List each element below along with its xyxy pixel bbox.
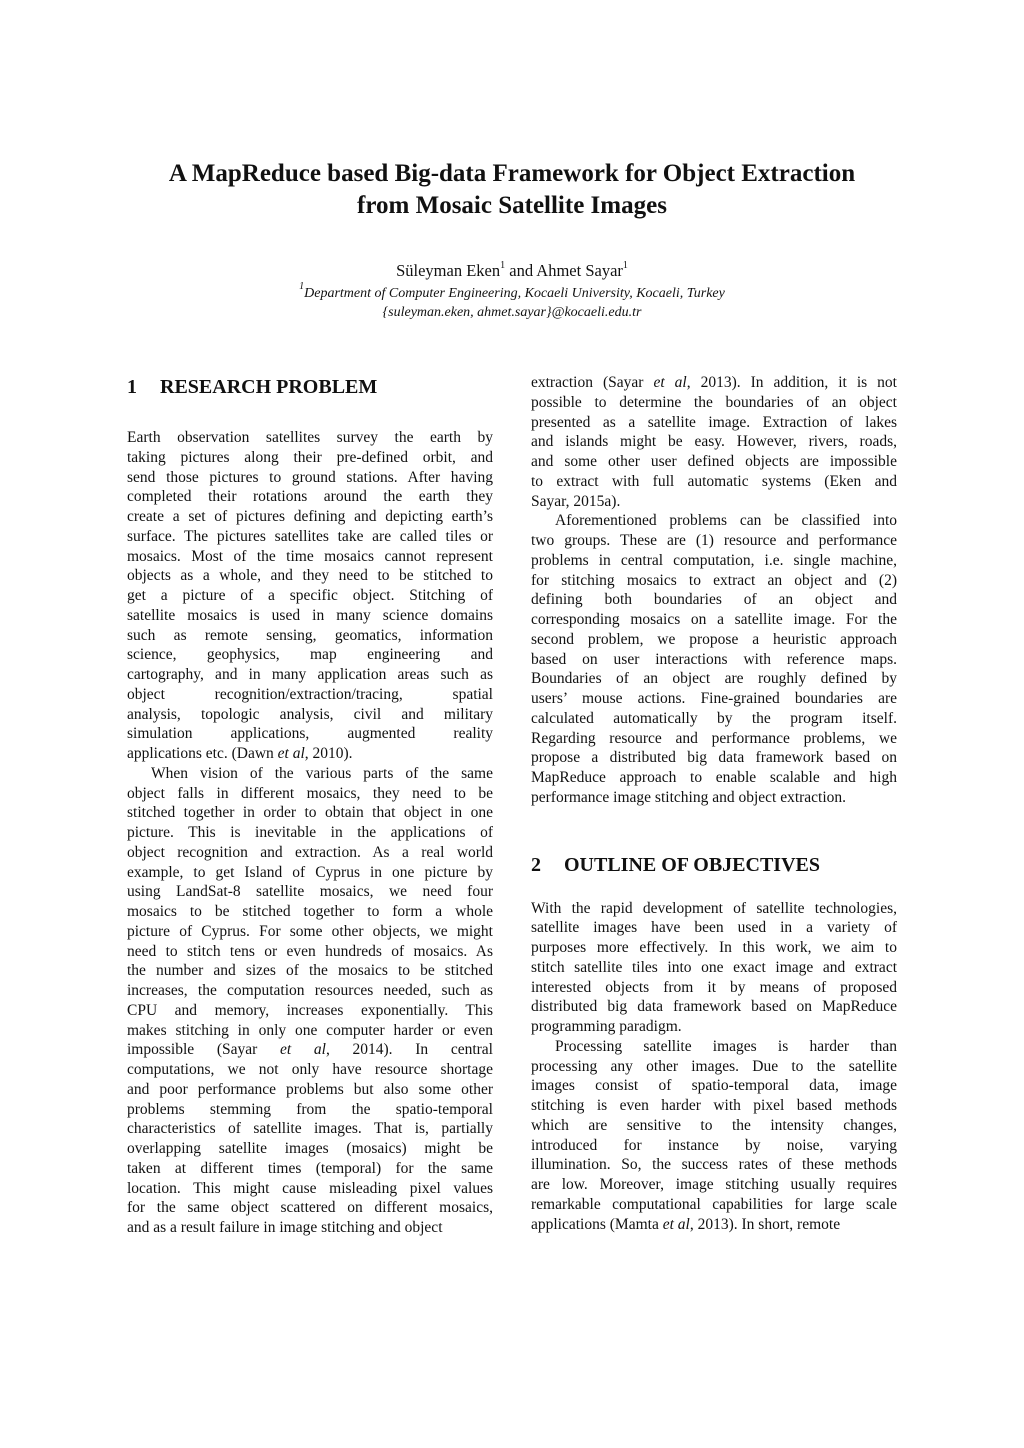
text-line: purposes more effectively. In this work, we aim to bbox=[531, 939, 897, 956]
text-line: extraction (Sayar et al, 2013). In addition, it is not bbox=[531, 374, 897, 391]
text-line: corresponding mosaics on a satellite image. For the bbox=[531, 611, 897, 628]
text-line: analysis, topologic analysis, civil and military bbox=[127, 705, 493, 723]
text-line: and some other user defined objects are impossible bbox=[531, 453, 897, 470]
text-line: interested objects from it by means of proposed bbox=[531, 978, 897, 996]
text-line: applications etc. (Dawn et al, 2010). bbox=[127, 745, 353, 762]
text-line: taking pictures along their pre-defined orbit, and bbox=[127, 448, 493, 466]
text-line: computations, we not only have resource shortage bbox=[127, 1061, 493, 1078]
section-1-title: RESEARCH PROBLEM bbox=[160, 376, 378, 398]
affiliation-mark: 1 bbox=[299, 281, 305, 293]
text-line: and islands might be easy. However, rivers, roads, bbox=[531, 433, 897, 451]
text-line: create a set of pictures defining and depicting earth’s bbox=[127, 508, 493, 525]
text-line: images consist of spatio-temporal data, image bbox=[531, 1077, 897, 1095]
text-line: presented as a satellite image. Extraction of lakes bbox=[531, 413, 897, 431]
author-list bbox=[100, 260, 924, 282]
text-line: mosaics. Most of the time mosaics cannot represent bbox=[127, 547, 493, 565]
section-1-body bbox=[127, 428, 493, 1238]
text-line: Earth observation satellites survey the earth by bbox=[127, 429, 493, 446]
text-line: and poor performance problems but also some other bbox=[127, 1080, 493, 1098]
text-line: completed their rotations around the earth they bbox=[127, 488, 493, 506]
section-2-title: OUTLINE OF OBJECTIVES bbox=[564, 853, 820, 876]
text-line: satellite mosaics is used in many science domains bbox=[127, 606, 493, 624]
author-emails: {suleyman.eken, ahmet.sayar}@kocaeli.edu.tr bbox=[382, 305, 642, 320]
text-line: Sayar, 2015a). bbox=[531, 492, 621, 510]
author-1-affil-mark: 1 bbox=[500, 259, 506, 271]
title-line-2: from Mosaic Satellite Images bbox=[357, 192, 667, 219]
text-line: CPU and memory, increases exponentially. This bbox=[127, 1001, 493, 1019]
text-line: performance image stitching and object extraction. bbox=[531, 788, 847, 806]
text-line: using LandSat-8 satellite mosaics, we need four bbox=[127, 883, 493, 901]
text-line: send those pictures to ground stations. After having bbox=[127, 468, 493, 486]
text-line: illumination. So, the success rates of these methods bbox=[531, 1156, 897, 1174]
text-line: based on user interactions with reference maps. bbox=[531, 650, 897, 668]
text-line: impossible (Sayar et al, 2014). In central bbox=[127, 1041, 493, 1059]
text-line: stitch satellite tiles into one exact image and extract bbox=[531, 958, 897, 976]
text-line: need to stitch tens or even hundreds of mosaics. As bbox=[127, 942, 493, 960]
text-line: programming paradigm. bbox=[531, 1018, 682, 1035]
text-line: example, to get Island of Cyprus in one picture by bbox=[127, 863, 493, 881]
text-line: cartography, and in many application areas such as bbox=[127, 666, 493, 683]
text-line: defining both boundaries of an object and bbox=[531, 591, 897, 609]
text-line: surface. The pictures satellites take are called tiles or bbox=[127, 527, 493, 545]
title-line-1: A MapReduce based Big-data Framework for Object Extraction bbox=[168, 160, 856, 187]
text-line: object recognition/extraction/tracing, spatial bbox=[127, 685, 493, 703]
text-line: such as remote sensing, geomatics, information bbox=[127, 626, 493, 644]
text-line: overlapping satellite images (mosaics) might be bbox=[127, 1140, 493, 1157]
text-line: propose a distributed big data framework based on bbox=[531, 749, 897, 767]
text-line: simulation applications, augmented reality bbox=[127, 725, 493, 743]
text-line: processing any other images. Due to the satellite bbox=[531, 1057, 897, 1075]
text-line: Boundaries of an object are roughly defined by bbox=[531, 670, 897, 688]
text-line: Processing satellite images is harder than bbox=[555, 1037, 897, 1055]
author-2-affil-mark: 1 bbox=[622, 259, 628, 271]
author-separator: and bbox=[505, 261, 537, 280]
text-line: When vision of the various parts of the same bbox=[151, 764, 493, 782]
text-line: problems in central computation, i.e. single machine, bbox=[531, 551, 897, 569]
text-line: picture of Cyprus. For some other objects, we might bbox=[127, 922, 493, 940]
author-1: Süleyman Eken bbox=[396, 261, 501, 280]
text-line: objects as a whole, and they need to be stitched to bbox=[127, 567, 493, 585]
text-line: object recognition and extraction. As a real world bbox=[127, 843, 493, 861]
text-line: get a picture of a specific object. Stitching of bbox=[127, 587, 493, 604]
text-line: remarkable computational capabilities for large scale bbox=[531, 1195, 897, 1213]
text-line: Regarding resource and performance problems, we bbox=[531, 729, 897, 747]
text-line: problems stemming from the spatio-temporal bbox=[127, 1100, 493, 1118]
text-line: applications (Mamta et al, 2013). In short, remote bbox=[531, 1215, 841, 1233]
section-1-number: 1 bbox=[127, 376, 137, 398]
text-line: stitching is even harder with pixel based methods bbox=[531, 1097, 897, 1114]
text-line: and as a result failure in image stitching and object bbox=[127, 1219, 443, 1236]
affiliation-department: Department of Computer Engineering, Kocaeli University, Kocaeli, Turkey bbox=[304, 286, 725, 301]
section-2-body bbox=[531, 899, 897, 1235]
text-line: users’ mouse actions. Fine-grained boundaries are bbox=[531, 690, 897, 707]
section-2-heading bbox=[531, 853, 897, 877]
author-2: Ahmet Sayar bbox=[536, 261, 623, 280]
text-line: stitched together in order to obtain that object in one bbox=[127, 804, 493, 822]
text-line: object falls in different mosaics, they need to be bbox=[127, 784, 493, 802]
text-line: to extract with full automatic systems (Eken and bbox=[531, 472, 897, 490]
right-column bbox=[531, 373, 897, 1234]
affiliation-block bbox=[100, 281, 924, 322]
left-column bbox=[127, 375, 493, 1238]
text-line: science, geophysics, map engineering and bbox=[127, 646, 493, 664]
section-1-continued bbox=[531, 373, 897, 808]
text-line: location. This might cause misleading pixel values bbox=[127, 1179, 493, 1197]
text-line: second problem, we propose a heuristic approach bbox=[531, 630, 897, 648]
text-line: MapReduce approach to enable scalable and high bbox=[531, 769, 897, 786]
text-line: calculated automatically by the program itself. bbox=[531, 709, 897, 727]
text-line: taken at different times (temporal) for the same bbox=[127, 1159, 493, 1177]
section-2-number: 2 bbox=[531, 853, 541, 876]
text-line: the number and sizes of the mosaics to be stitched bbox=[127, 962, 493, 980]
section-1-heading bbox=[127, 375, 493, 399]
text-line: mosaics to be stitched together to form a whole bbox=[127, 903, 493, 920]
text-line: With the rapid development of satellite technologies, bbox=[531, 899, 897, 917]
text-line: characteristics of satellite images. That is, partially bbox=[127, 1120, 493, 1138]
text-line: introduced for instance by noise, varying bbox=[531, 1136, 897, 1154]
text-line: for the same object scattered on different mosaics, bbox=[127, 1199, 493, 1217]
text-line: Aforementioned problems can be classified into bbox=[555, 512, 897, 530]
text-line: which are sensitive to the intensity changes, bbox=[531, 1116, 897, 1134]
text-line: distributed big data framework based on MapReduce bbox=[531, 998, 897, 1016]
text-line: are low. Moreover, image stitching usually requires bbox=[531, 1176, 897, 1193]
text-line: two groups. These are (1) resource and performance bbox=[531, 532, 897, 549]
text-line: satellite images have been used in a variety of bbox=[531, 919, 897, 937]
text-line: picture. This is inevitable in the applications of bbox=[127, 824, 493, 841]
text-line: increases, the computation resources needed, such as bbox=[127, 982, 493, 999]
text-line: for stitching mosaics to extract an object and (2) bbox=[531, 571, 897, 589]
text-line: makes stitching in only one computer harder or even bbox=[127, 1021, 493, 1039]
text-line: possible to determine the boundaries of an object bbox=[531, 393, 897, 411]
paper-title bbox=[100, 158, 924, 222]
